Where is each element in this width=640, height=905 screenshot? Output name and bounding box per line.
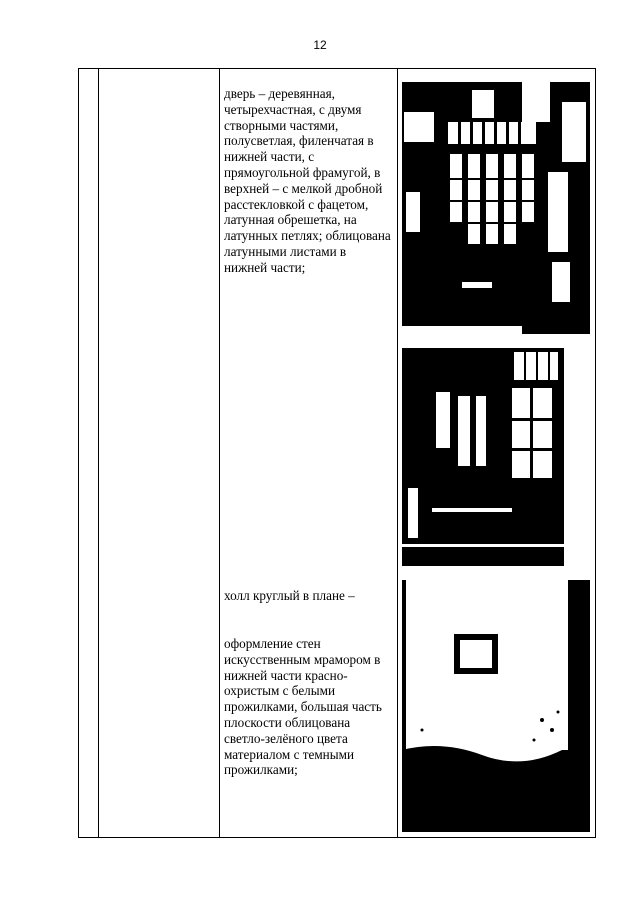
page-number: 12 (313, 38, 327, 52)
column-divider-3 (397, 69, 398, 837)
door-photo-1 (402, 82, 590, 334)
hall-title-text: холл круглый в плане – (224, 588, 355, 603)
hall-photo (402, 580, 590, 832)
hall-title (224, 588, 392, 604)
door-description (224, 86, 392, 276)
hall-description (224, 636, 392, 778)
column-divider-2 (219, 69, 220, 837)
door-photo-2 (402, 348, 564, 566)
column-divider-1 (98, 69, 99, 837)
hall-description-text: оформление стен искусственным мрамором в нижней части красно-охристым с белыми прожилками, большая часть плоскости облицована светло-зелёного цвета материалом с темными прожилками; (224, 636, 382, 778)
door-description-text: дверь – деревянная, четырехчастная, с двумя створными частями, полусветлая, филенчатая в нижней части, с прямоугольной фрамугой, в верхней – с мелкой дробной расстекловкой с фацетом, латунная обрешетка, на латунных петлях; облицована латунными листами в нижней части; (224, 86, 391, 275)
